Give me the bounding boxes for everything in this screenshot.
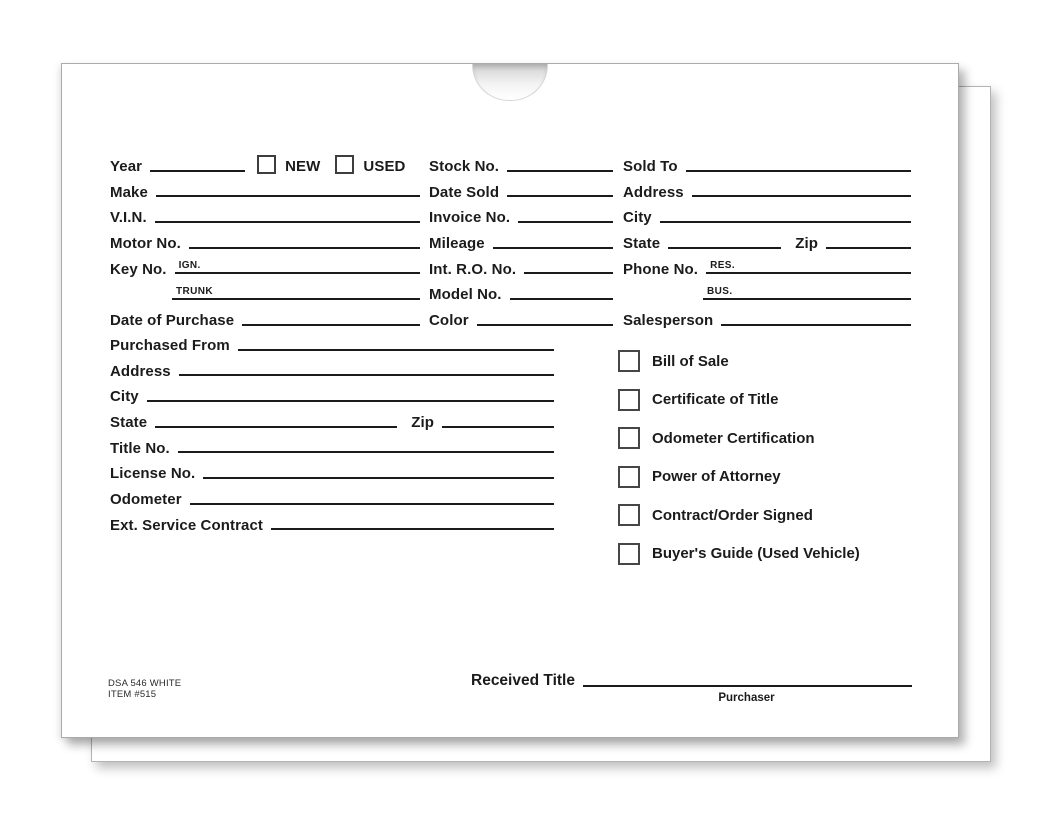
received-title-field-row bbox=[471, 668, 912, 690]
odometer-label: Odometer bbox=[110, 490, 182, 508]
bill-of-sale-row bbox=[618, 350, 918, 372]
seller-city-field-row bbox=[110, 380, 554, 406]
buyer-address-field-row bbox=[623, 176, 911, 202]
buyer-city-line bbox=[660, 221, 911, 223]
contract-order-signed-row bbox=[618, 504, 918, 526]
invoice-no-line bbox=[518, 221, 613, 223]
new-checkbox bbox=[257, 155, 276, 174]
received-title-signature-line bbox=[583, 685, 912, 687]
buyers-guide-row bbox=[618, 543, 918, 565]
motor-no-line bbox=[189, 247, 420, 249]
contract-order-signed-checkbox bbox=[618, 504, 640, 526]
documents-checklist-section bbox=[618, 350, 918, 581]
odometer-certification-row bbox=[618, 427, 918, 449]
contract-order-signed-label: Contract/Order Signed bbox=[652, 506, 813, 524]
purchased-from-line bbox=[238, 349, 554, 351]
invoice-no-field-row bbox=[429, 201, 613, 227]
key-no-trunk-field-row bbox=[110, 278, 420, 304]
seller-state-label: State bbox=[110, 413, 148, 431]
mileage-label: Mileage bbox=[429, 234, 485, 252]
date-of-purchase-field-row bbox=[110, 304, 420, 330]
key-no-ign-field-row bbox=[110, 253, 420, 279]
used-label: USED bbox=[363, 157, 406, 175]
seller-address-label: Address bbox=[110, 362, 171, 380]
year-field-row bbox=[110, 150, 420, 176]
buyer-state-label: State bbox=[623, 234, 661, 252]
thumb-notch bbox=[472, 64, 548, 101]
power-of-attorney-row bbox=[618, 466, 918, 488]
power-of-attorney-checkbox bbox=[618, 466, 640, 488]
sold-to-label: Sold To bbox=[623, 157, 678, 175]
sold-to-field-row bbox=[623, 150, 911, 176]
invoice-no-label: Invoice No. bbox=[429, 209, 511, 227]
key-no-label: Key No. bbox=[110, 260, 167, 278]
int-ro-no-field-row bbox=[429, 253, 613, 279]
seller-zip-label: Zip bbox=[411, 413, 434, 431]
year-line bbox=[150, 170, 245, 172]
ext-service-contract-field-row bbox=[110, 509, 554, 535]
date-sold-label: Date Sold bbox=[429, 183, 500, 201]
buyers-guide-label: Buyer's Guide (Used Vehicle) bbox=[652, 545, 860, 562]
buyer-zip-line bbox=[826, 247, 911, 249]
vin-field-row bbox=[110, 201, 420, 227]
certificate-of-title-label: Certificate of Title bbox=[652, 391, 779, 408]
seller-city-line bbox=[147, 400, 554, 402]
certificate-of-title-checkbox bbox=[618, 389, 640, 411]
mileage-field-row bbox=[429, 227, 613, 253]
ext-service-contract-label: Ext. Service Contract bbox=[110, 516, 263, 534]
seller-address-field-row bbox=[110, 355, 554, 381]
date-of-purchase-label: Date of Purchase bbox=[110, 311, 235, 329]
motor-no-field-row bbox=[110, 227, 420, 253]
vin-line bbox=[155, 221, 420, 223]
stock-no-field-row bbox=[429, 150, 613, 176]
license-no-field-row bbox=[110, 457, 554, 483]
ext-service-contract-line bbox=[271, 528, 554, 530]
buyer-address-label: Address bbox=[623, 183, 684, 201]
date-sold-field-row bbox=[429, 176, 613, 202]
key-no-ign-line bbox=[175, 261, 420, 274]
make-field-row bbox=[110, 176, 420, 202]
odometer-line bbox=[190, 503, 554, 505]
bill-of-sale-checkbox bbox=[618, 350, 640, 372]
model-no-field-row bbox=[429, 278, 613, 304]
make-line bbox=[156, 195, 420, 197]
res-label: RES. bbox=[710, 260, 736, 272]
phone-res-field-row bbox=[623, 253, 911, 279]
motor-no-label: Motor No. bbox=[110, 234, 181, 252]
odometer-field-row bbox=[110, 483, 554, 509]
buyer-city-field-row bbox=[623, 201, 911, 227]
buyer-address-line bbox=[692, 195, 911, 197]
ign-label: IGN. bbox=[178, 260, 201, 272]
received-title-label: Received Title bbox=[471, 671, 575, 689]
mileage-line bbox=[493, 247, 613, 249]
form-fine-print bbox=[108, 678, 181, 700]
color-label: Color bbox=[429, 311, 469, 329]
vehicle-info-section bbox=[110, 150, 420, 330]
seller-zip-line bbox=[442, 426, 554, 428]
buyer-state-zip-field-row bbox=[623, 227, 911, 253]
color-line bbox=[477, 324, 613, 326]
trunk-label: TRUNK bbox=[176, 285, 213, 297]
model-no-label: Model No. bbox=[429, 286, 502, 304]
odometer-certification-checkbox bbox=[618, 427, 640, 449]
key-no-trunk-line bbox=[172, 287, 420, 300]
bill-of-sale-label: Bill of Sale bbox=[652, 352, 729, 370]
seller-city-label: City bbox=[110, 388, 139, 406]
power-of-attorney-label: Power of Attorney bbox=[652, 468, 781, 485]
salesperson-label: Salesperson bbox=[623, 311, 714, 329]
buyer-state-line bbox=[668, 247, 781, 249]
stock-no-label: Stock No. bbox=[429, 157, 500, 175]
purchased-from-field-row bbox=[110, 329, 554, 355]
salesperson-line bbox=[721, 324, 911, 326]
purchaser-label: Purchaser bbox=[718, 692, 775, 704]
form-code: DSA 546 WHITE bbox=[108, 678, 182, 689]
vin-label: V.I.N. bbox=[110, 209, 147, 227]
item-number: ITEM #515 bbox=[108, 689, 157, 700]
title-no-line bbox=[178, 451, 554, 453]
salesperson-field-row bbox=[623, 304, 911, 330]
model-no-line bbox=[510, 298, 613, 300]
deal-envelope-front bbox=[61, 63, 959, 738]
phone-no-label: Phone No. bbox=[623, 260, 699, 278]
make-label: Make bbox=[110, 183, 148, 201]
purchased-from-label: Purchased From bbox=[110, 336, 230, 354]
phone-bus-line bbox=[703, 287, 911, 300]
bus-label: BUS. bbox=[707, 285, 733, 297]
stock-no-line bbox=[507, 170, 613, 172]
phone-bus-field-row bbox=[623, 278, 911, 304]
int-ro-no-label: Int. R.O. No. bbox=[429, 260, 517, 278]
phone-res-line bbox=[706, 261, 911, 274]
license-no-label: License No. bbox=[110, 465, 196, 483]
buyer-info-section bbox=[623, 150, 911, 330]
title-no-field-row bbox=[110, 432, 554, 458]
buyers-guide-checkbox bbox=[618, 543, 640, 565]
received-title-section bbox=[471, 668, 912, 704]
certificate-of-title-row bbox=[618, 389, 918, 411]
new-label: NEW bbox=[285, 157, 321, 175]
buyer-zip-label: Zip bbox=[795, 234, 818, 252]
color-field-row bbox=[429, 304, 613, 330]
buyer-city-label: City bbox=[623, 209, 652, 227]
int-ro-no-line bbox=[524, 272, 613, 274]
purchased-from-section bbox=[110, 329, 554, 534]
stock-info-section bbox=[429, 150, 613, 330]
seller-address-line bbox=[179, 374, 554, 376]
used-checkbox bbox=[335, 155, 354, 174]
title-no-label: Title No. bbox=[110, 439, 170, 457]
date-of-purchase-line bbox=[242, 324, 420, 326]
date-sold-line bbox=[507, 195, 613, 197]
year-label: Year bbox=[110, 157, 143, 175]
sold-to-line bbox=[686, 170, 911, 172]
seller-state-zip-field-row bbox=[110, 406, 554, 432]
odometer-certification-label: Odometer Certification bbox=[652, 429, 815, 447]
seller-state-line bbox=[155, 426, 397, 428]
license-no-line bbox=[203, 477, 554, 479]
